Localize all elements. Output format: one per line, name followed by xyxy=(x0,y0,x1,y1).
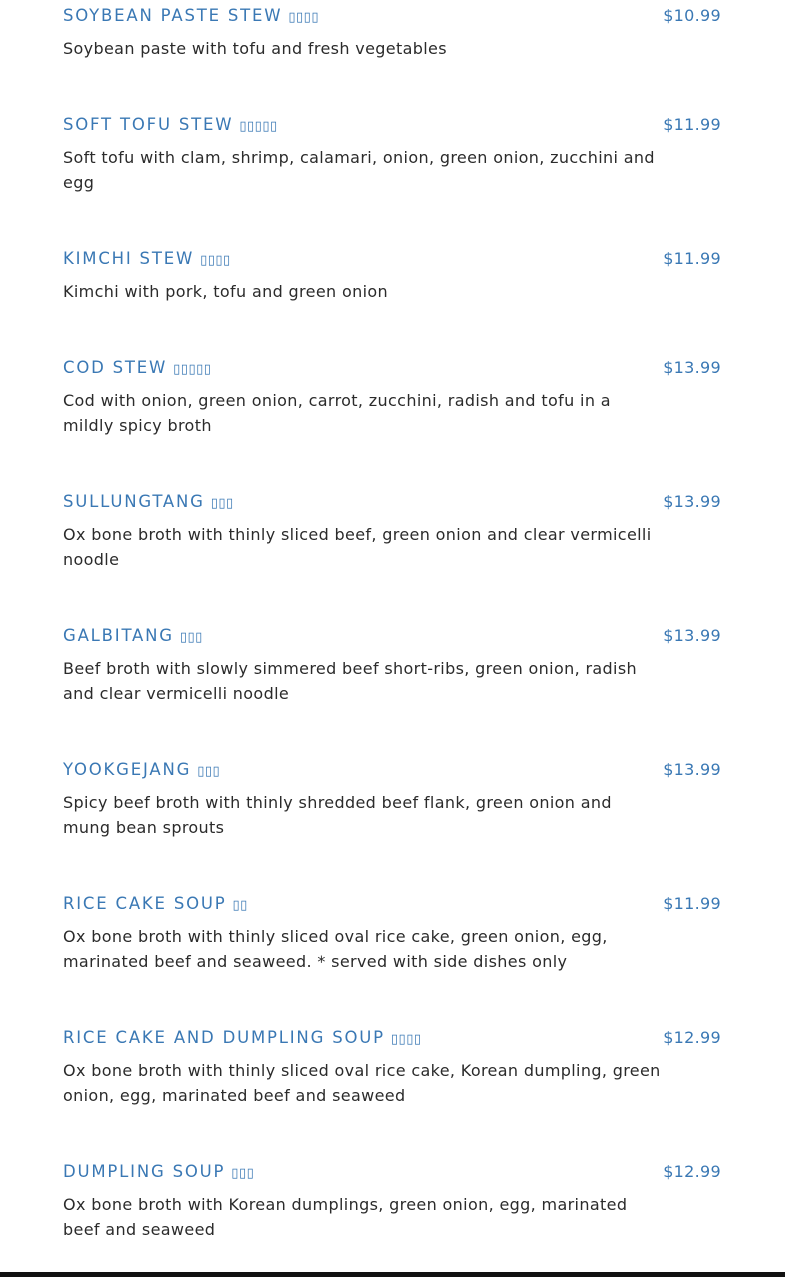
menu-item xyxy=(63,109,721,195)
menu-item-header xyxy=(63,1022,721,1056)
menu-item-name-korean: ▯▯▯ xyxy=(210,496,234,511)
menu-item-name xyxy=(63,492,234,511)
menu-item-name-english: RICE CAKE SOUP xyxy=(63,894,227,913)
menu-item-description: Soft tofu with clam, shrimp, calamari, onion, green onion, zucchini and egg xyxy=(63,148,655,192)
menu-item-header xyxy=(63,888,721,922)
menu-item-header xyxy=(63,0,721,34)
menu-item-name-english: COD STEW xyxy=(63,358,168,377)
menu-item-description: Spicy beef broth with thinly shredded beef flank, green onion and mung bean sprouts xyxy=(63,793,612,837)
menu-item-price: $11.99 xyxy=(663,249,721,268)
menu-item-header xyxy=(63,1156,721,1190)
menu-item-header xyxy=(63,754,721,788)
menu-item xyxy=(63,754,721,840)
menu-item-price: $10.99 xyxy=(663,6,721,25)
menu-item xyxy=(63,888,721,974)
menu-item-description: Cod with onion, green onion, carrot, zucchini, radish and tofu in a mildly spicy broth xyxy=(63,391,611,435)
menu-item-description: Soybean paste with tofu and fresh vegetables xyxy=(63,39,447,58)
menu-item-header xyxy=(63,109,721,143)
menu-item-name-english: SOYBEAN PASTE STEW xyxy=(63,6,283,25)
menu-item-name-korean: ▯▯▯ xyxy=(179,630,203,645)
menu-item-price: $13.99 xyxy=(663,492,721,511)
menu-item-header xyxy=(63,486,721,520)
menu-item-name-english: SOFT TOFU STEW xyxy=(63,115,234,134)
menu-item-name-korean: ▯▯▯ xyxy=(231,1166,255,1181)
menu-item-name-english: SULLUNGTANG xyxy=(63,492,205,511)
menu-item-description: Ox bone broth with Korean dumplings, green onion, egg, marinated beef and seaweed xyxy=(63,1195,628,1239)
menu-item-price: $13.99 xyxy=(663,626,721,645)
menu-item xyxy=(63,1022,721,1108)
menu-item-header xyxy=(63,620,721,654)
menu-item-name xyxy=(63,249,231,268)
menu-item-description: Kimchi with pork, tofu and green onion xyxy=(63,282,388,301)
menu-item-name-korean: ▯▯ xyxy=(232,898,248,913)
menu-item-price: $13.99 xyxy=(663,358,721,377)
menu-item-name xyxy=(63,1162,254,1181)
menu-item-name xyxy=(63,1028,422,1047)
menu-item-name xyxy=(63,760,220,779)
menu-item xyxy=(63,243,721,304)
menu-item-header xyxy=(63,352,721,386)
menu-item xyxy=(63,1156,721,1242)
menu-item xyxy=(63,620,721,706)
menu-item-description: Beef broth with slowly simmered beef short-ribs, green onion, radish and clear vermicelli noodle xyxy=(63,659,638,703)
menu-item-name xyxy=(63,6,319,25)
menu-item-name-english: DUMPLING SOUP xyxy=(63,1162,226,1181)
menu-item-name-korean: ▯▯▯▯▯ xyxy=(173,362,212,377)
menu-item-description: Ox bone broth with thinly sliced beef, green onion and clear vermicelli noodle xyxy=(63,525,652,569)
menu-item-name xyxy=(63,894,248,913)
menu-item-name xyxy=(63,358,211,377)
menu-item-price: $13.99 xyxy=(663,760,721,779)
menu-item-price: $11.99 xyxy=(663,894,721,913)
menu-item xyxy=(63,352,721,438)
menu-item-description: Ox bone broth with thinly sliced oval rice cake, Korean dumpling, green onion, egg, marinated beef and seaweed xyxy=(63,1061,661,1105)
menu-item-description: Ox bone broth with thinly sliced oval rice cake, green onion, egg, marinated beef and seaweed. * served with side dishes only xyxy=(63,927,608,971)
menu-item-name-korean: ▯▯▯▯ xyxy=(200,253,231,268)
menu-item-name-korean: ▯▯▯▯ xyxy=(390,1032,422,1047)
menu-item-name-korean: ▯▯▯ xyxy=(197,764,221,779)
menu-item-price: $11.99 xyxy=(663,115,721,134)
menu-item xyxy=(63,486,721,572)
menu-item-name-english: RICE CAKE AND DUMPLING SOUP xyxy=(63,1028,385,1047)
menu-item-price: $12.99 xyxy=(663,1028,721,1047)
menu-item-price: $12.99 xyxy=(663,1162,721,1181)
menu-item-name xyxy=(63,115,278,134)
menu-item-name-korean: ▯▯▯▯▯ xyxy=(239,119,278,134)
menu-item-name-english: KIMCHI STEW xyxy=(63,249,195,268)
menu-item-header xyxy=(63,243,721,277)
menu-item-name xyxy=(63,626,203,645)
menu-item xyxy=(63,0,721,61)
menu-item-name-english: GALBITANG xyxy=(63,626,174,645)
menu-item-name-english: YOOKGEJANG xyxy=(63,760,192,779)
bottom-divider xyxy=(0,1272,785,1277)
menu-item-name-korean: ▯▯▯▯ xyxy=(288,10,319,25)
